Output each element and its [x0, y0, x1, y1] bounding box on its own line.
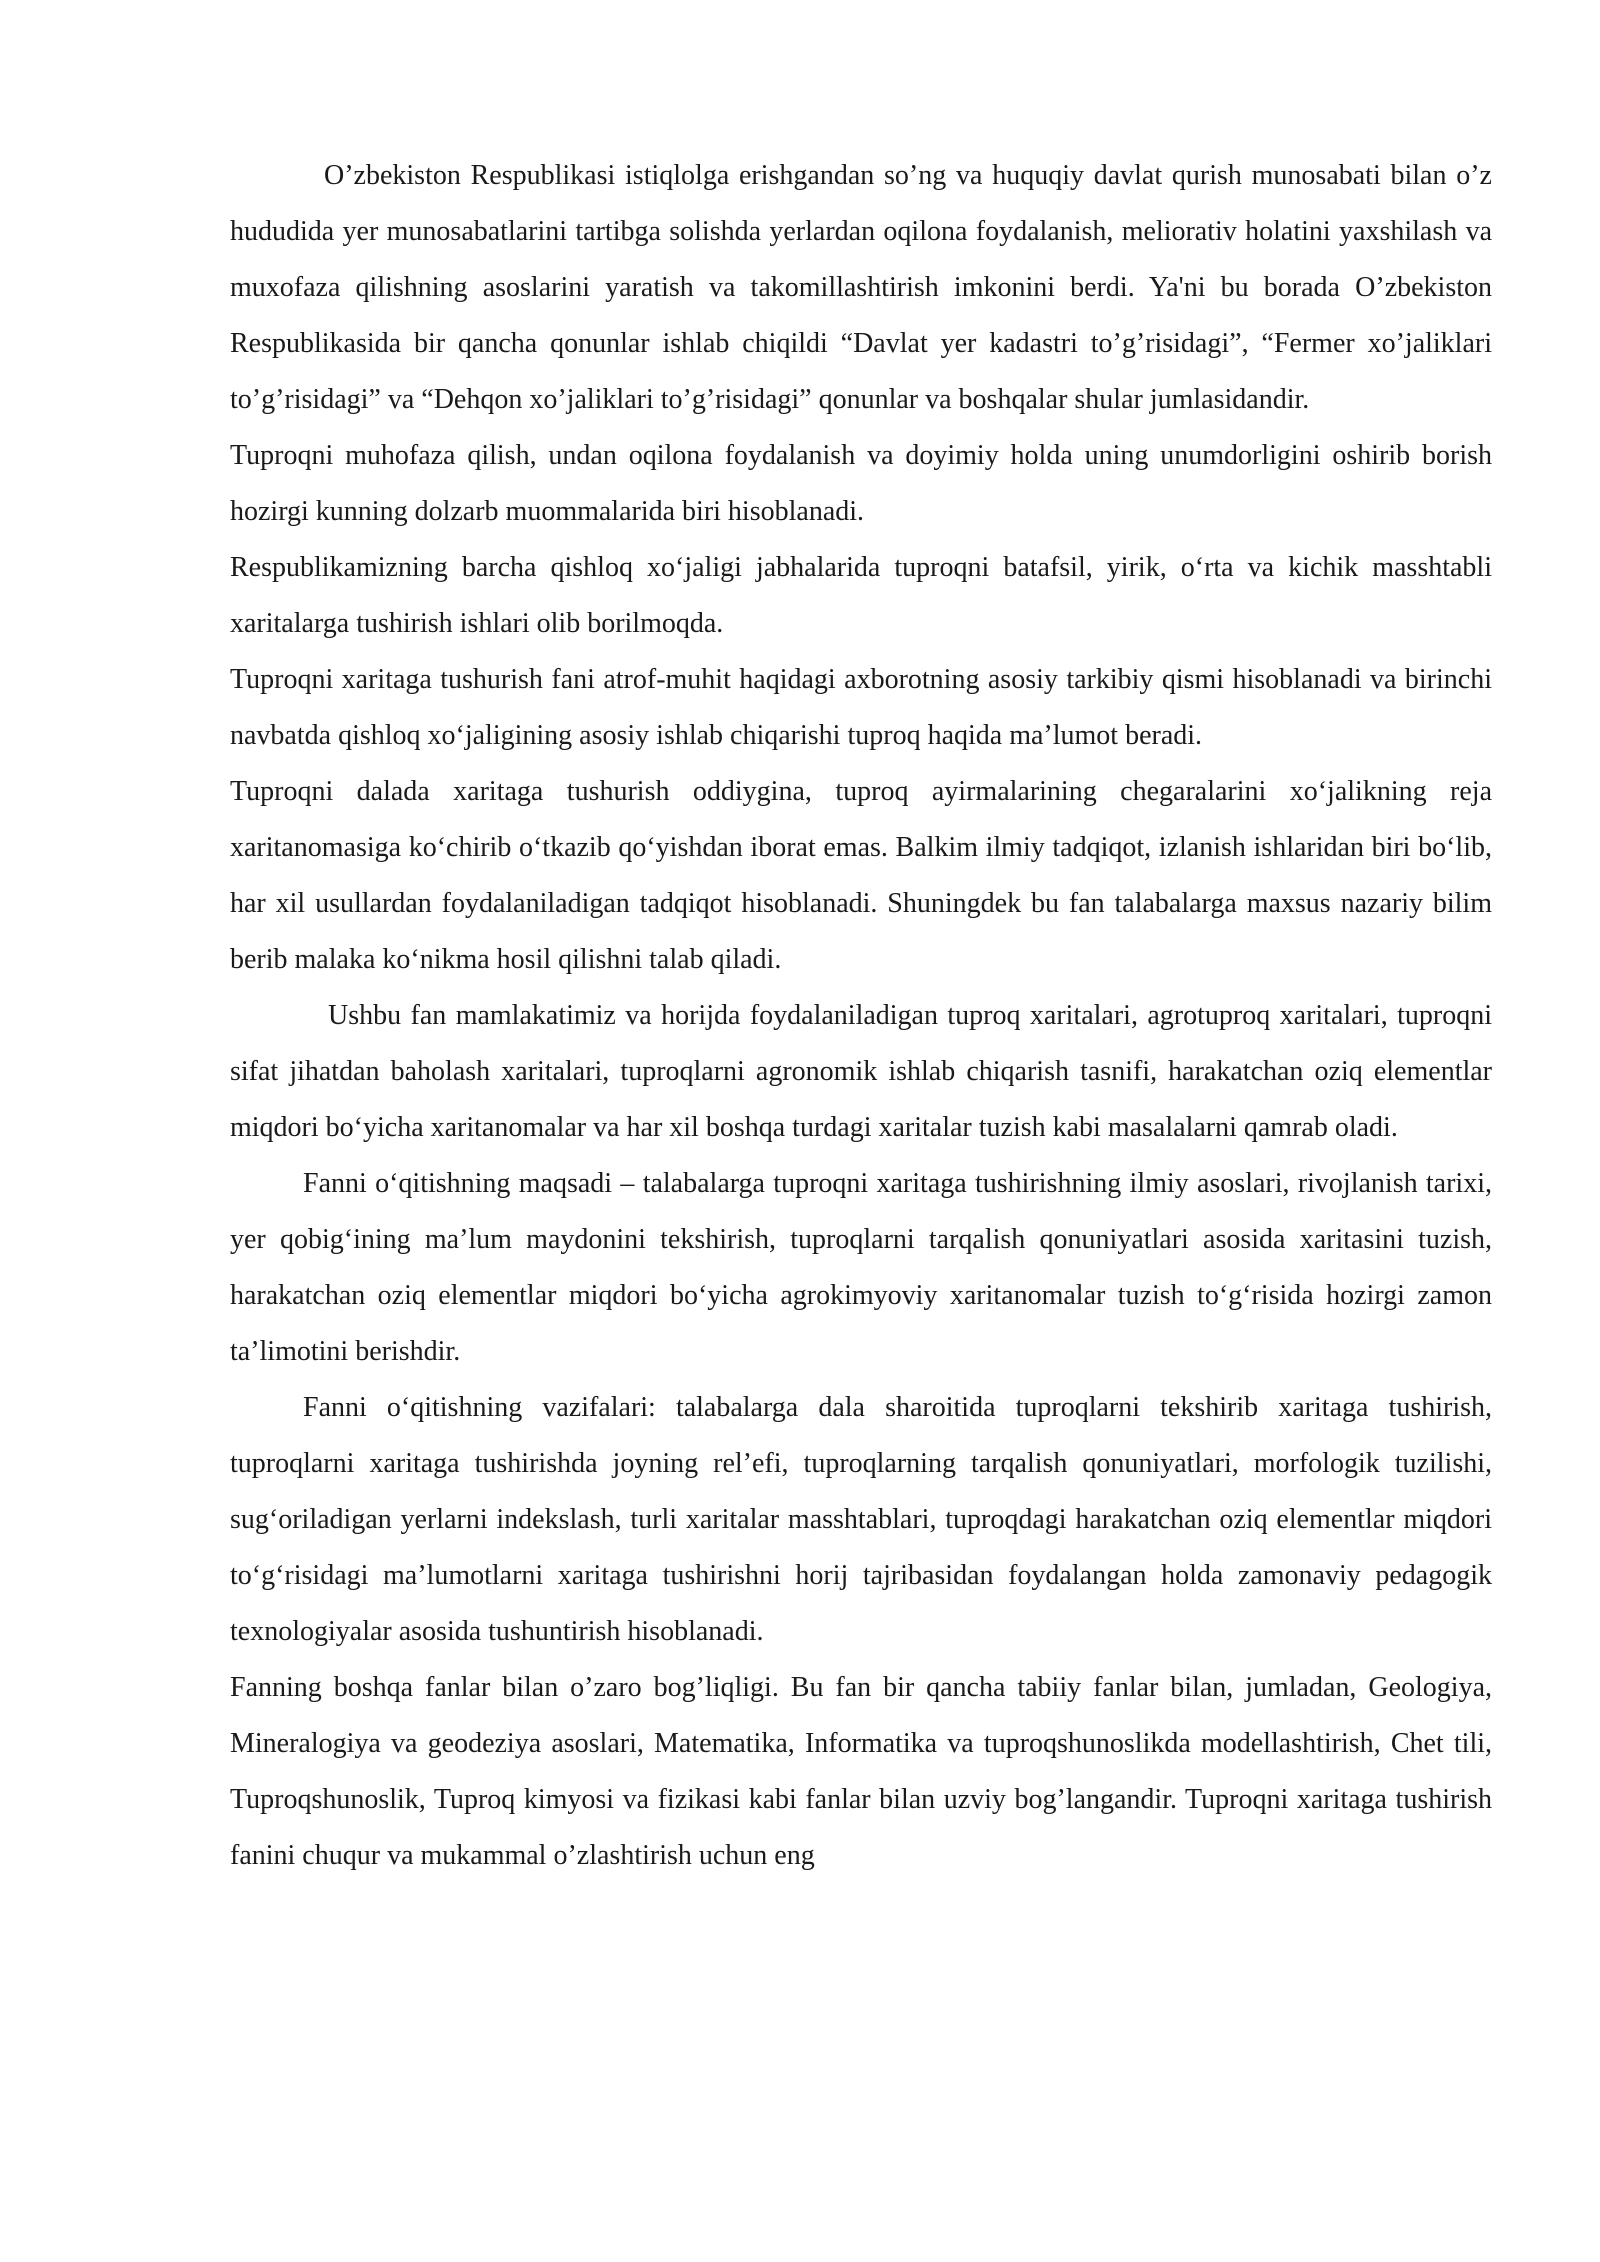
paragraph-teaching-goal: Fanni o‘qitishning maqsadi – talabalarga tuproqni xaritaga tushirishning ilmiy asoslari, rivojlanish tarixi, yer qobig‘ining ma’lum maydonini tekshirish, tuproqlarni tarqalish qonuniyatlari asosida xaritasini tuzish, harakatchan oziq elementlar miqdori bo‘yicha agrokimyoviy xaritanomalar tuzish to‘g‘risida hozirgi zamon ta’limotini berishdir.	[230, 1168, 1492, 1367]
paragraph-soil-protection: Tuproqni muhofaza qilish, undan oqilona foydalanish va doyimiy holda uning unumdorligini oshirib borish hozirgi kunning dolzarb muommalarida biri hisoblanadi.	[230, 440, 1492, 527]
paragraph-field-mapping: Tuproqni dalada xaritaga tushurish oddiygina, tuproq ayirmalarining chegaralarini xo‘jalikning reja xaritanomasiga ko‘chirib o‘tkazib qo‘yishdan iborat emas. Balkim ilmiy tadqiqot, izlanish ishlaridan biri bo‘lib, har xil usullardan foydalaniladigan tadqiqot hisoblanadi. Shuningdek bu fan talabalarga maxsus nazariy bilim berib malaka ko‘nikma hosil qilishni talab qiladi.	[230, 776, 1492, 975]
paragraph-teaching-tasks: Fanni o‘qitishning vazifalari: talabalarga dala sharoitida tuproqlarni tekshirib xaritaga tushirish, tuproqlarni xaritaga tushirishda joyning rel’efi, tuproqlarning tarqalish qonuniyatlari, morfologik tuzilishi, sug‘oriladigan yerlarni indekslash, turli xaritalar masshtablari, tuproqdagi harakatchan oziq elementlar miqdori to‘g‘risidagi ma’lumotlarni xaritaga tushirishni horij tajribasidan foydalangan holda zamonaviy pedagogik texnologiyalar asosida tushuntirish hisoblanadi.	[230, 1392, 1492, 1647]
paragraph-mapping-works: Respublikamizning barcha qishloq xo‘jaligi jabhalarida tuproqni batafsil, yirik, o‘rta va kichik masshtabli xaritalarga tushirish ishlari olib borilmoqda.	[230, 552, 1492, 639]
paragraph-subject-scope: Ushbu fan mamlakatimiz va horijda foydalaniladigan tuproq xaritalari, agrotuproq xaritalari, tuproqni sifat jihatdan baholash xaritalari, tuproqlarni agronomik ishlab chiqarish tasnifi, harakatchan oziq elementlar miqdori bo‘yicha xaritanomalar va har xil boshqa turdagi xaritalar tuzish kabi masalalarni qamrab oladi.	[230, 1000, 1492, 1143]
paragraph-independence-laws: O’zbekiston Respublikasi istiqlolga erishgandan so’ng va huquqiy davlat qurish munosabati bilan o’z hududida yer munosabatlarini tartibga solishda yerlardan oqilona foydalanish, meliorativ holatini yaxshilash va muxofaza qilishning asoslarini yaratish va takomillashtirish imkonini berdi. Ya'ni bu borada O’zbekiston Respublikasida bir qancha qonunlar ishlab chiqildi “Davlat yer kadastri to’g’risidagi”, “Fermer xo’jaliklari to’g’risidagi” va “Dehqon xo’jaliklari to’g’risidagi” qonunlar va boshqalar shular jumlasidandir.	[230, 160, 1492, 415]
paragraph-subject-definition: Tuproqni xaritaga tushurish fani atrof-muhit haqidagi axborotning asosiy tarkibiy qismi hisoblanadi va birinchi navbatda qishloq xo‘jaligining asosiy ishlab chiqarishi tuproq haqida ma’lumot beradi.	[230, 664, 1492, 751]
paragraph-interdisciplinary-links: Fanning boshqa fanlar bilan o’zaro bog’liqligi. Bu fan bir qancha tabiiy fanlar bilan, jumladan, Geologiya, Mineralogiya va geodeziya asoslari, Matematika, Informatika va tuproqshunoslikda modellashtirish, Chet tili, Tuproqshunoslik, Tuproq kimyosi va fizikasi kabi fanlar bilan uzviy bog’langandir. Tuproqni xaritaga tushirish fanini chuqur va mukammal o’zlashtirish uchun eng	[230, 1672, 1492, 1871]
document-page	[230, 148, 1492, 1884]
